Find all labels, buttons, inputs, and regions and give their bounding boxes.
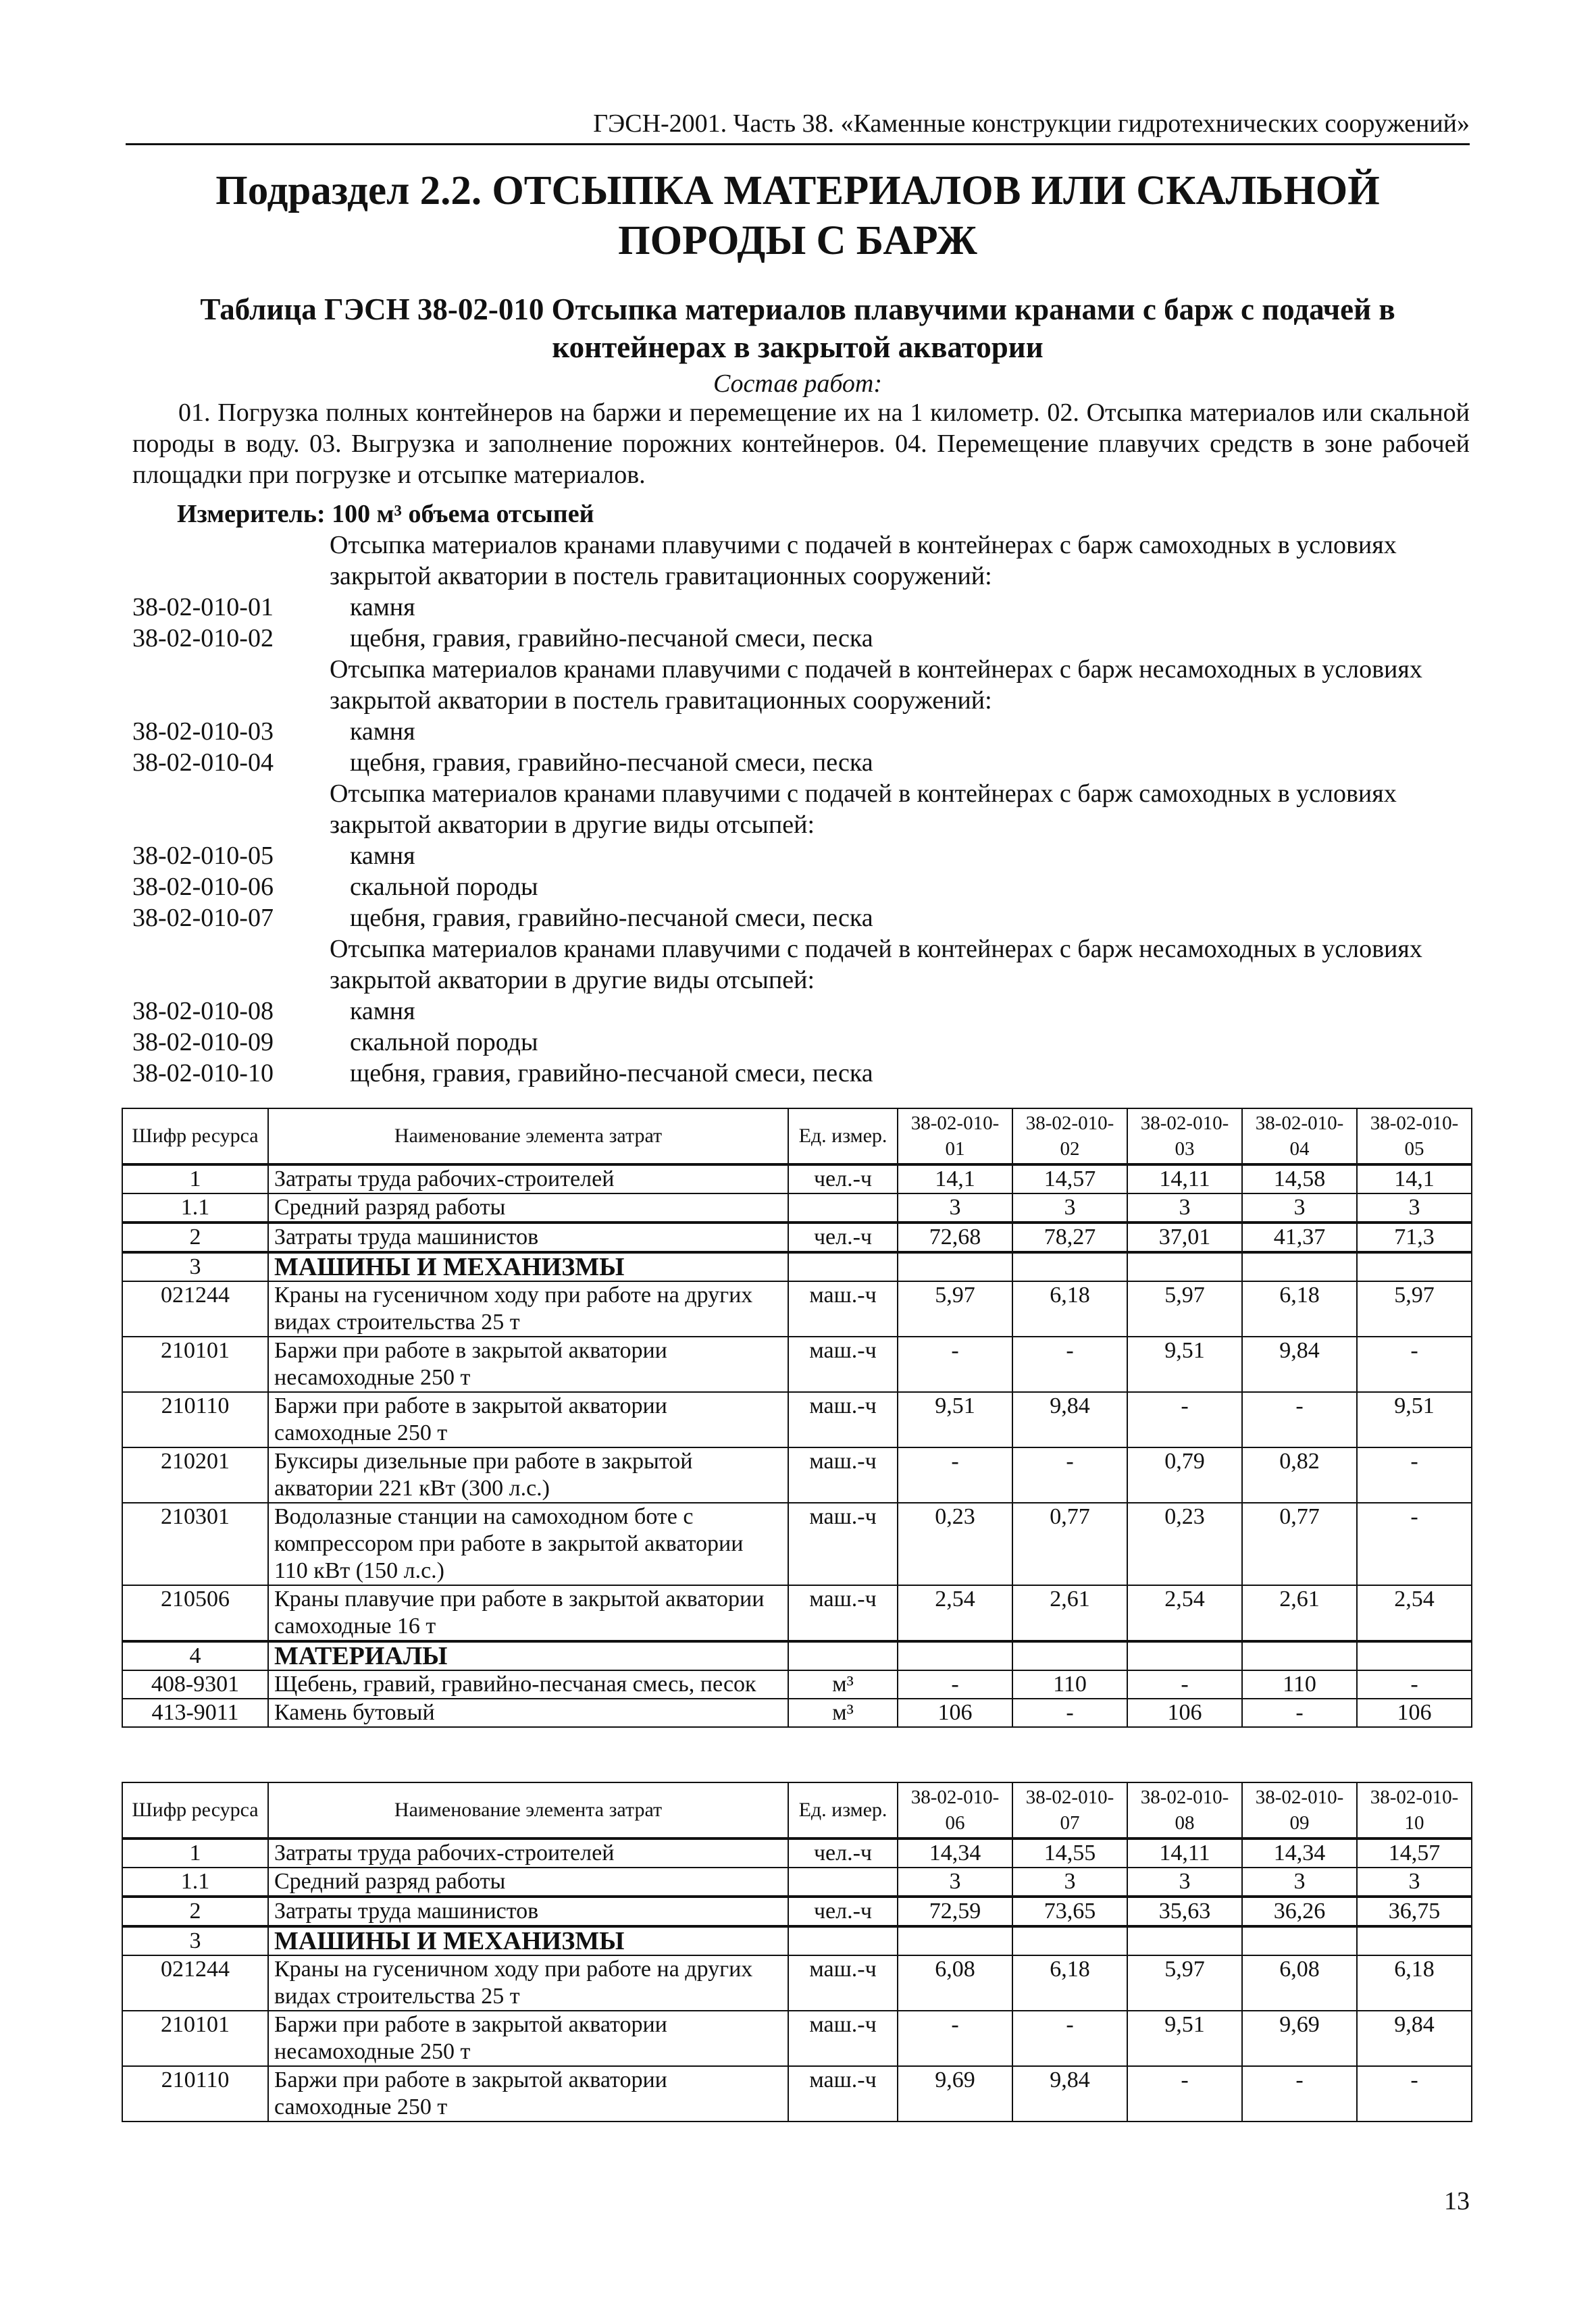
table-row [122, 1193, 1472, 1223]
resource-code: 1.1 [122, 1193, 268, 1223]
page-number: 13 [1444, 2187, 1470, 2215]
norm-name: камня [350, 717, 415, 746]
unit: маш.-ч [788, 1337, 898, 1392]
cost-element-name: Затраты труда машинистов [268, 1897, 788, 1926]
cost-element-name: МАТЕРИАЛЫ [268, 1641, 788, 1670]
norm-group-description: Отсыпка материалов кранами плавучими с подачей в контейнерах с барж несамоходных в условиях закрытой акватории в постель гравитационных сооружений: [330, 655, 1422, 715]
value-cell: 9,51 [1127, 2011, 1242, 2066]
value-cell [1242, 1252, 1357, 1281]
value-cell: 9,84 [1012, 1392, 1127, 1447]
resource-code: 413-9011 [122, 1699, 268, 1727]
value-cell: 0,77 [1242, 1503, 1357, 1585]
value-cell: 6,18 [1012, 1955, 1127, 2011]
header-norm-code: 38-02-010-09 [1242, 1782, 1357, 1839]
table-row [122, 1670, 1472, 1699]
cost-element-name: Затраты труда рабочих-строителей [268, 1164, 788, 1193]
value-cell: 9,51 [1127, 1337, 1242, 1392]
resource-table-1 [122, 1108, 1472, 1728]
value-cell [1357, 1252, 1472, 1281]
value-cell [1242, 1926, 1357, 1955]
value-cell: 5,97 [898, 1281, 1012, 1337]
value-cell: - [1127, 2066, 1242, 2122]
value-cell [1357, 1641, 1472, 1670]
value-cell: 6,18 [1242, 1281, 1357, 1337]
value-cell: 73,65 [1012, 1897, 1127, 1926]
table-row [122, 1699, 1472, 1727]
norm-name: щебня, гравия, гравийно-песчаной смеси, песка [350, 1059, 873, 1087]
table-row [122, 2066, 1472, 2122]
cost-element-name: Краны плавучие при работе в закрытой акватории самоходные 16 т [268, 1585, 788, 1641]
running-header: ГЭСН-2001. Часть 38. «Каменные конструкции гидротехнических сооружений» [593, 109, 1470, 138]
value-cell: 3 [1127, 1868, 1242, 1897]
value-cell: - [1242, 1392, 1357, 1447]
norm-name: щебня, гравия, гравийно-песчаной смеси, песка [350, 904, 873, 932]
unit: м³ [788, 1699, 898, 1727]
work-composition-text: 01. Погрузка полных контейнеров на баржи и перемещение их на 1 километр. 02. Отсыпка материалов или скальной породы в воду. 03. Выгрузка и заполнение порожних контейнеров. 04. Перемещение плавучих средств в зоне рабочей площадки при погрузке и отсыпке материалов. [132, 398, 1470, 489]
norm-code: 38-02-010-10 [132, 1059, 274, 1087]
resource-code: 210101 [122, 2011, 268, 2066]
value-cell: 9,84 [1242, 1337, 1357, 1392]
value-cell [1127, 1252, 1242, 1281]
norm-item [132, 623, 1470, 654]
value-cell: 9,69 [898, 2066, 1012, 2122]
value-cell: - [1012, 1447, 1127, 1503]
table-body [122, 1164, 1472, 1727]
cost-element-name: Затраты труда рабочих-строителей [268, 1839, 788, 1868]
cost-element-name: Камень бутовый [268, 1699, 788, 1727]
value-cell: 2,61 [1012, 1585, 1127, 1641]
cost-element-name: Средний разряд работы [268, 1193, 788, 1223]
unit: чел.-ч [788, 1839, 898, 1868]
resource-code: 3 [122, 1926, 268, 1955]
value-cell: 14,55 [1012, 1839, 1127, 1868]
value-cell: 106 [1357, 1699, 1472, 1727]
value-cell: 106 [1127, 1699, 1242, 1727]
norm-name: камня [350, 842, 415, 870]
unit: маш.-ч [788, 1392, 898, 1447]
header-unit: Ед. измер. [788, 1108, 898, 1164]
table-header [122, 1782, 1472, 1839]
norm-name: щебня, гравия, гравийно-песчаной смеси, песка [350, 748, 873, 777]
resource-code: 1 [122, 1164, 268, 1193]
value-cell: 5,97 [1127, 1955, 1242, 2011]
header-code: Шифр ресурса [122, 1108, 268, 1164]
norm-item [132, 902, 1470, 933]
value-cell: 14,57 [1357, 1839, 1472, 1868]
value-cell: 72,68 [898, 1223, 1012, 1252]
unit: маш.-ч [788, 2011, 898, 2066]
value-cell [1242, 1641, 1357, 1670]
value-cell: - [898, 1447, 1012, 1503]
value-cell: 3 [1012, 1868, 1127, 1897]
norm-item [132, 996, 1470, 1027]
value-cell: 6,18 [1012, 1281, 1127, 1337]
header-norm-code: 38-02-010-03 [1127, 1108, 1242, 1164]
value-cell: 3 [898, 1868, 1012, 1897]
value-cell: - [1357, 1447, 1472, 1503]
norm-item [132, 840, 1470, 871]
work-composition-heading: Состав работ: [713, 369, 883, 398]
cost-element-name: Краны на гусеничном ходу при работе на других видах строительства 25 т [268, 1281, 788, 1337]
header-code: Шифр ресурса [122, 1782, 268, 1839]
value-cell: 0,82 [1242, 1447, 1357, 1503]
norm-code: 38-02-010-08 [132, 997, 274, 1025]
value-cell: 2,54 [1127, 1585, 1242, 1641]
value-cell: 0,79 [1127, 1447, 1242, 1503]
resource-code: 210201 [122, 1447, 268, 1503]
norm-code: 38-02-010-04 [132, 748, 274, 777]
cost-element-name: Водолазные станции на самоходном боте с компрессором при работе в закрытой акватории 110 кВт (150 л.с.) [268, 1503, 788, 1585]
norm-group-description: Отсыпка материалов кранами плавучими с подачей в контейнерах с барж несамоходных в условиях закрытой акватории в другие виды отсыпей: [330, 935, 1422, 994]
meter: Измеритель: 100 м³ объема отсыпей [177, 500, 594, 528]
value-cell [898, 1926, 1012, 1955]
cost-element-name: Буксиры дизельные при работе в закрытой акватории 221 кВт (300 л.с.) [268, 1447, 788, 1503]
value-cell: - [1012, 2011, 1127, 2066]
value-cell: - [1357, 2066, 1472, 2122]
value-cell: 36,75 [1357, 1897, 1472, 1926]
norm-code: 38-02-010-01 [132, 593, 274, 621]
header-rule [126, 143, 1470, 145]
value-cell: 14,58 [1242, 1164, 1357, 1193]
resource-code: 408-9301 [122, 1670, 268, 1699]
value-cell: 3 [1242, 1193, 1357, 1223]
unit: м³ [788, 1670, 898, 1699]
value-cell: - [1127, 1392, 1242, 1447]
value-cell: 106 [898, 1699, 1012, 1727]
value-cell: - [898, 2011, 1012, 2066]
value-cell [1127, 1926, 1242, 1955]
unit: маш.-ч [788, 1447, 898, 1503]
table-row [122, 1868, 1472, 1897]
value-cell: 14,34 [898, 1839, 1012, 1868]
norm-code: 38-02-010-07 [132, 904, 274, 932]
table-header [122, 1108, 1472, 1164]
resource-code: 2 [122, 1223, 268, 1252]
unit: чел.-ч [788, 1164, 898, 1193]
resource-code: 210506 [122, 1585, 268, 1641]
table-row [122, 1839, 1472, 1868]
norm-item [132, 1058, 1470, 1089]
cost-element-name: Средний разряд работы [268, 1868, 788, 1897]
cost-element-name: Баржи при работе в закрытой акватории самоходные 250 т [268, 2066, 788, 2122]
table-body [122, 1839, 1472, 2122]
cost-element-name: МАШИНЫ И МЕХАНИЗМЫ [268, 1252, 788, 1281]
subsection-title: Подраздел 2.2. ОТСЫПКА МАТЕРИАЛОВ ИЛИ СКАЛЬНОЙ ПОРОДЫ С БАРЖ [215, 168, 1380, 263]
resource-code: 3 [122, 1252, 268, 1281]
value-cell: 5,97 [1127, 1281, 1242, 1337]
table-row [122, 1503, 1472, 1585]
value-cell: 14,1 [1357, 1164, 1472, 1193]
value-cell: 9,69 [1242, 2011, 1357, 2066]
value-cell: 14,11 [1127, 1839, 1242, 1868]
value-cell: 9,51 [1357, 1392, 1472, 1447]
value-cell: 9,84 [1357, 2011, 1472, 2066]
table-row [122, 1337, 1472, 1392]
value-cell: 14,1 [898, 1164, 1012, 1193]
value-cell [1012, 1926, 1127, 1955]
value-cell: 6,08 [898, 1955, 1012, 2011]
unit: маш.-ч [788, 2066, 898, 2122]
table-row [122, 1955, 1472, 2011]
value-cell: - [1127, 1670, 1242, 1699]
value-cell: 3 [1012, 1193, 1127, 1223]
value-cell: 2,61 [1242, 1585, 1357, 1641]
resource-table-2 [122, 1782, 1472, 2122]
header-norm-code: 38-02-010-05 [1357, 1108, 1472, 1164]
value-cell: 35,63 [1127, 1897, 1242, 1926]
table-header-row [122, 1782, 1472, 1839]
unit [788, 1193, 898, 1223]
resource-code: 021244 [122, 1281, 268, 1337]
value-cell [1127, 1641, 1242, 1670]
value-cell: 9,51 [898, 1392, 1012, 1447]
unit: маш.-ч [788, 1503, 898, 1585]
norm-code: 38-02-010-05 [132, 842, 274, 870]
value-cell: 14,34 [1242, 1839, 1357, 1868]
norm-code: 38-02-010-09 [132, 1028, 274, 1056]
value-cell [898, 1252, 1012, 1281]
norm-name: камня [350, 593, 415, 621]
table-row [122, 1281, 1472, 1337]
value-cell: 3 [898, 1193, 1012, 1223]
norm-item [132, 1027, 1470, 1058]
table-row [122, 1223, 1472, 1252]
unit [788, 1926, 898, 1955]
resource-code: 4 [122, 1641, 268, 1670]
value-cell: 6,08 [1242, 1955, 1357, 2011]
value-cell [898, 1641, 1012, 1670]
norm-list [132, 530, 1470, 1089]
header-name: Наименование элемента затрат [268, 1782, 788, 1839]
table-row [122, 1164, 1472, 1193]
value-cell [1012, 1252, 1127, 1281]
value-cell: 0,23 [898, 1503, 1012, 1585]
table-row [122, 1585, 1472, 1641]
header-norm-code: 38-02-010-01 [898, 1108, 1012, 1164]
norm-code: 38-02-010-06 [132, 873, 274, 901]
table-row [122, 1926, 1472, 1955]
header-norm-code: 38-02-010-06 [898, 1782, 1012, 1839]
header-norm-code: 38-02-010-07 [1012, 1782, 1127, 1839]
value-cell: 3 [1357, 1868, 1472, 1897]
value-cell: 5,97 [1357, 1281, 1472, 1337]
value-cell: - [898, 1337, 1012, 1392]
value-cell: - [1012, 1699, 1127, 1727]
resource-code: 1 [122, 1839, 268, 1868]
value-cell: 3 [1357, 1193, 1472, 1223]
value-cell: 36,26 [1242, 1897, 1357, 1926]
norm-name: камня [350, 997, 415, 1025]
unit [788, 1641, 898, 1670]
unit: маш.-ч [788, 1585, 898, 1641]
norm-group-description: Отсыпка материалов кранами плавучими с подачей в контейнерах с барж самоходных в условиях закрытой акватории в другие виды отсыпей: [330, 779, 1397, 839]
cost-element-name: Баржи при работе в закрытой акватории самоходные 250 т [268, 1392, 788, 1447]
header-unit: Ед. измер. [788, 1782, 898, 1839]
table-row [122, 1392, 1472, 1447]
value-cell: 14,11 [1127, 1164, 1242, 1193]
header-norm-code: 38-02-010-08 [1127, 1782, 1242, 1839]
resource-code: 1.1 [122, 1868, 268, 1897]
header-norm-code: 38-02-010-10 [1357, 1782, 1472, 1839]
value-cell: - [1357, 1337, 1472, 1392]
norm-item [132, 716, 1470, 747]
value-cell: 37,01 [1127, 1223, 1242, 1252]
resource-code: 210101 [122, 1337, 268, 1392]
header-name: Наименование элемента затрат [268, 1108, 788, 1164]
value-cell: 41,37 [1242, 1223, 1357, 1252]
norm-item [132, 747, 1470, 778]
cost-element-name: Баржи при работе в закрытой акватории несамоходные 250 т [268, 2011, 788, 2066]
value-cell: 9,84 [1012, 2066, 1127, 2122]
resource-code: 2 [122, 1897, 268, 1926]
value-cell: - [1357, 1670, 1472, 1699]
unit: маш.-ч [788, 1281, 898, 1337]
value-cell: 6,18 [1357, 1955, 1472, 2011]
value-cell: 110 [1012, 1670, 1127, 1699]
value-cell: 2,54 [898, 1585, 1012, 1641]
value-cell: - [1242, 2066, 1357, 2122]
unit [788, 1868, 898, 1897]
value-cell: 14,57 [1012, 1164, 1127, 1193]
value-cell: 0,23 [1127, 1503, 1242, 1585]
norm-group-description: Отсыпка материалов кранами плавучими с подачей в контейнерах с барж самоходных в условиях закрытой акватории в постель гравитационных сооружений: [330, 531, 1397, 590]
norm-item [132, 592, 1470, 623]
header-norm-code: 38-02-010-04 [1242, 1108, 1357, 1164]
table-row [122, 1447, 1472, 1503]
cost-element-name: МАШИНЫ И МЕХАНИЗМЫ [268, 1926, 788, 1955]
unit: чел.-ч [788, 1897, 898, 1926]
value-cell: 78,27 [1012, 1223, 1127, 1252]
value-cell: 110 [1242, 1670, 1357, 1699]
table-title: Таблица ГЭСН 38-02-010 Отсыпка материалов плавучими кранами с барж с подачей в контейнерах в закрытой акватории [200, 292, 1395, 364]
value-cell: - [898, 1670, 1012, 1699]
cost-element-name: Затраты труда машинистов [268, 1223, 788, 1252]
unit: маш.-ч [788, 1955, 898, 2011]
norm-name: скальной породы [350, 1028, 538, 1056]
norm-name: скальной породы [350, 873, 538, 901]
norm-name: щебня, гравия, гравийно-песчаной смеси, песка [350, 624, 873, 652]
cost-element-name: Краны на гусеничном ходу при работе на других видах строительства 25 т [268, 1955, 788, 2011]
value-cell: 2,54 [1357, 1585, 1472, 1641]
table-row [122, 1897, 1472, 1926]
table-row [122, 2011, 1472, 2066]
value-cell: - [1357, 1503, 1472, 1585]
unit: чел.-ч [788, 1223, 898, 1252]
resource-code: 210301 [122, 1503, 268, 1585]
value-cell: 3 [1242, 1868, 1357, 1897]
value-cell [1012, 1641, 1127, 1670]
table-row [122, 1641, 1472, 1670]
value-cell: 71,3 [1357, 1223, 1472, 1252]
table-row [122, 1252, 1472, 1281]
unit [788, 1252, 898, 1281]
cost-element-name: Щебень, гравий, гравийно-песчаная смесь, песок [268, 1670, 788, 1699]
value-cell [1357, 1926, 1472, 1955]
norm-code: 38-02-010-02 [132, 624, 274, 652]
resource-code: 021244 [122, 1955, 268, 2011]
cost-element-name: Баржи при работе в закрытой акватории несамоходные 250 т [268, 1337, 788, 1392]
norm-item [132, 871, 1470, 902]
value-cell: 3 [1127, 1193, 1242, 1223]
value-cell: - [1242, 1699, 1357, 1727]
norm-code: 38-02-010-03 [132, 717, 274, 746]
resource-code: 210110 [122, 2066, 268, 2122]
resource-code: 210110 [122, 1392, 268, 1447]
table-header-row [122, 1108, 1472, 1164]
value-cell: - [1012, 1337, 1127, 1392]
header-norm-code: 38-02-010-02 [1012, 1108, 1127, 1164]
value-cell: 72,59 [898, 1897, 1012, 1926]
value-cell: 0,77 [1012, 1503, 1127, 1585]
